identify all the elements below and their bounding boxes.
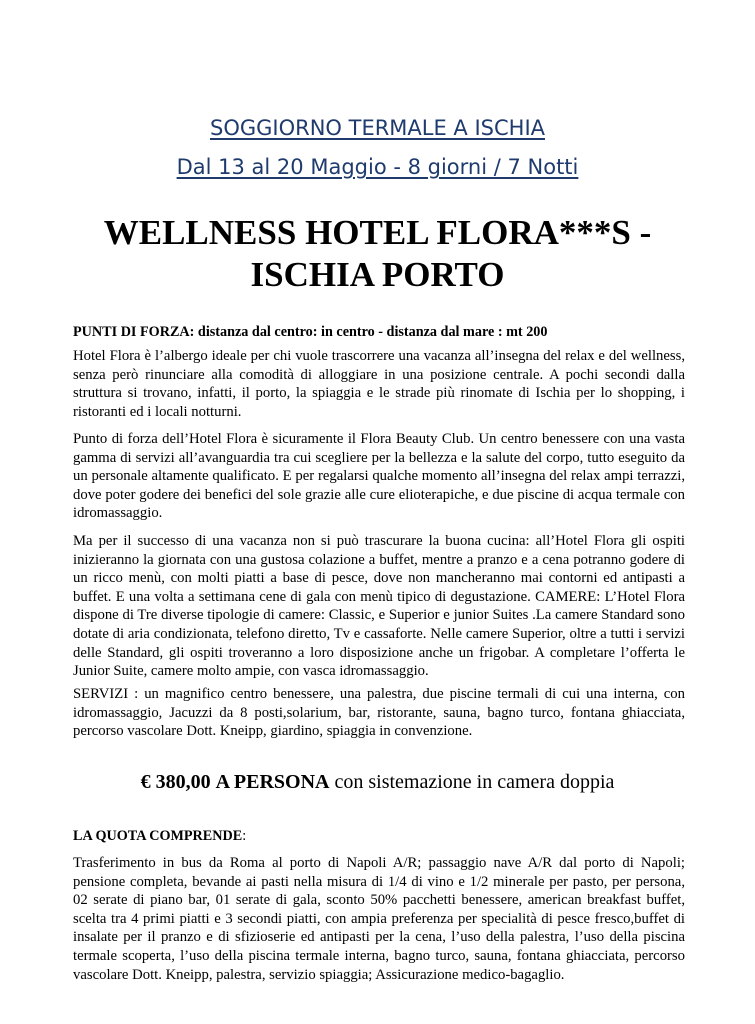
price-note: con sistemazione in camera doppia [334,771,615,793]
price-amount: € 380,00 [140,771,211,793]
quota-heading-text: LA QUOTA COMPRENDE [73,828,243,844]
paragraph-cucina-camere: Ma per il successo di una vacanza non si può trascurare la buona cucina: all’Hotel Flora gli ospiti inizieranno la giornata con una gustosa colazione a buffet, mentre a pranzo e a cena potranno godere di un ricco menù, con molti piatti a base di pesce, dove non mancheranno mai contorni ed antipasti a buffet. E una volta a settimana cene di gala con menù tipico di degustazione. CAMERE: L’Hotel Flora dispone di Tre diverse tipologie di camere: Classic, e Superior e junior Suites .La camere Standard sono dotate di aria condizionata, telefono diretto, Tv e cassaforte. Nelle camere Superior, oltre a tutti i servizi delle Standard, gli ospiti troveranno a loro disposizione anche un frigobar. A completare l’offerta le Junior Suite, camere molto ampie, con vasca idromassaggio. [73,533,685,680]
hotel-title-line1: WELLNESS HOTEL FLORA***S - [103,213,652,252]
price-per-person: A PERSONA [215,771,330,793]
paragraph-servizi: SERVIZI : un magnifico centro benessere, una palestra, due piscine termali di cui una interna, con idromassaggio, Jacuzzi da 8 posti,solarium, bar, ristorante, sauna, bagno turco, fontana ghiacciata, percorso vascolare Dott. Kneipp, giardino, spiaggia in convenzione. [73,686,685,740]
paragraph-beauty-club: Punto di forza dell’Hotel Flora è sicuramente il Flora Beauty Club. Un centro benessere con una vasta gamma di servizi all’avanguardia tra cui scegliere per la bellezza e la salute del corpo, tutto eseguito da un personale altamente qualificato. E per regalarsi qualche momento all’insegna del relax ampi terrazzi, dove poter godere dei benefici del sole grazie alle cure elioterapiche, e due piscine di acqua termale con idromassaggio. [73,431,685,522]
paragraph-intro: Hotel Flora è l’albergo ideale per chi vuole trascorrere una vacanza all’insegna del relax e del wellness, senza però rinunciare alla comodità di alloggiare in una posizione centrale. A pochi secondi dalla struttura si trovano, infatti, il porto, la spiaggia e le strade più rinomate di Ischia per lo shopping, i ristoranti ed i locali notturni. [73,348,685,420]
quota-body: Trasferimento in bus da Roma al porto di Napoli A/R; passaggio nave A/R dal porto di Napoli; pensione completa, bevande ai pasti nella misura di 1/4 di vino e 1/2 minerale per pasto, per persona, 02 serate di piano bar, 01 serate di gala, sconto 50% pacchetti benessere, american breakfast buffet, scelta tra 4 primi piatti e 3 secondi piatti, con ampia preferenza per specialità di pesce fresco,buffet di insalate per il pranzo e di sfizioserie ed antipasti per la cena, l’uso della palestra, l’uso della piscina termale scoperta, l’uso della piscina termale interna, bagno turco, sauna, fontana ghiacciata, percorso vascolare Dott. Kneipp, palestra, servizio spiaggia; Assicurazione medico-bagaglio. [73,855,685,983]
price-line [0,771,755,794]
hotel-title [0,212,755,296]
header-dates: Dal 13 al 20 Maggio - 8 giorni / 7 Notti [176,155,579,179]
header-title: SOGGIORNO TERMALE A ISCHIA [209,116,546,140]
quota-heading [73,827,685,846]
hotel-title-line2: ISCHIA PORTO [250,255,505,294]
quota-heading-colon: : [242,828,247,844]
punti-di-forza: PUNTI DI FORZA: distanza dal centro: in centro - distanza dal mare : mt 200 [73,324,548,340]
